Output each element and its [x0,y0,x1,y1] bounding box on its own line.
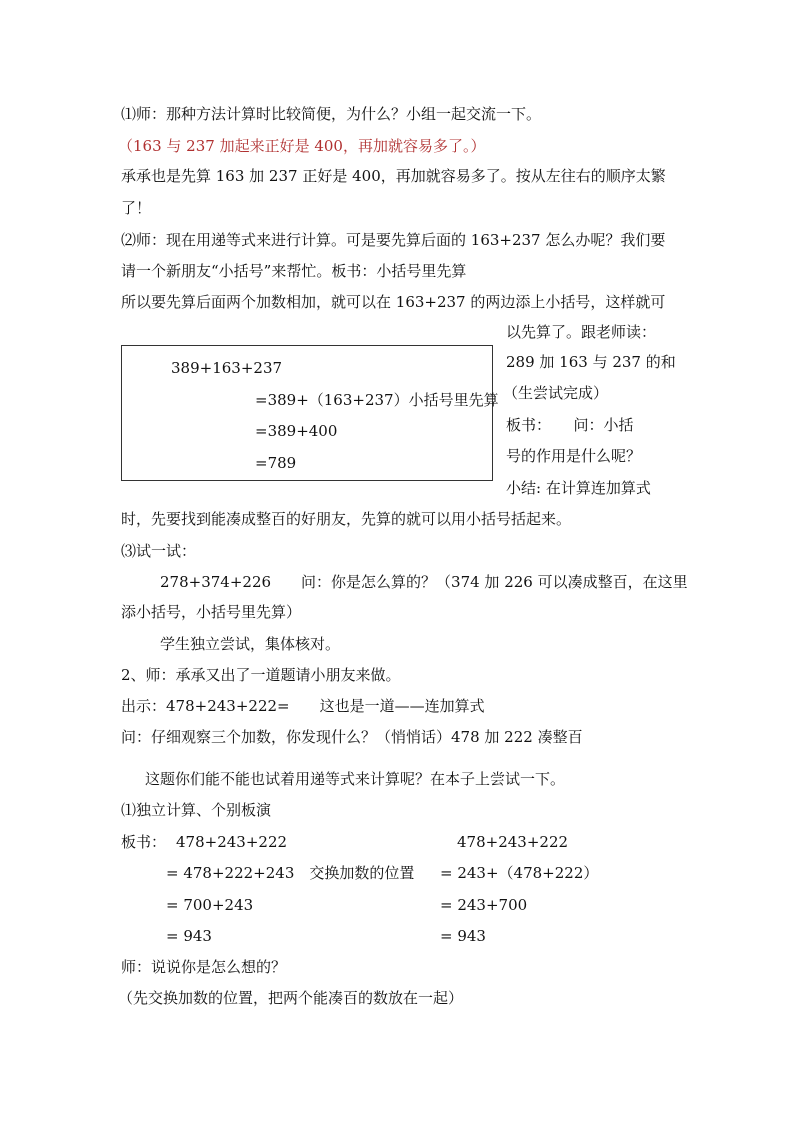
section-2-line-2: 出示：478+243+222= 这也是一道——连加算式 [121,697,485,715]
board-left-line-3: = 700+243 [166,896,254,914]
para-3-title: ⑶试一试： [121,542,197,560]
board-right-line-1: 478+243+222 [457,833,569,851]
box-line-2: =389+（163+237）小括号里先算 [255,391,499,409]
side-text-2: 289 加 163 与 237 的和 [506,353,676,371]
side-text-5: 号的作用是什么呢？ [506,447,642,465]
para-3-line-3: 学生独立尝试，集体核对。 [160,635,341,653]
side-text-1: 以先算了。跟老师读： [506,323,657,341]
para-question-1: ⑴师：那种方法计算时比较简便，为什么？小组一起交流一下。 [121,105,542,123]
para-2-line-1: ⑵师：现在用递等式来进行计算。可是要先算后面的 163+237 怎么办呢？我们要 [121,231,666,249]
board-left-line-4: = 943 [166,927,212,945]
side-text-3: （生尝试完成） [503,384,609,402]
board-right-line-3: = 243+700 [440,896,528,914]
board-right-line-4: = 943 [440,927,486,945]
para-chengcheng-1: 承承也是先算 163 加 237 正好是 400，再加就容易多了。按从左往右的顺序太繁 [121,167,666,185]
section-2-answer: （先交换加数的位置，把两个能凑百的数放在一起） [118,989,464,1007]
para-3-line-2: 添小括号，小括号里先算） [121,603,302,621]
board-right-line-2: = 243+（478+222） [440,864,599,882]
board-left-line-2: = 478+222+243 交换加数的位置 [166,864,415,882]
board-left-line-1: 478+243+222 [176,833,288,851]
para-answer-1: （163 与 237 加起来正好是 400，再加就容易多了。） [118,137,486,155]
para-2-summary: 时，先要找到能凑成整百的好朋友，先算的就可以用小括号括起来。 [121,510,572,528]
box-line-3: =389+400 [255,422,338,440]
section-2-ask: 师：说说你是怎么想的？ [121,958,287,976]
box-line-4: =789 [255,454,297,472]
para-chengcheng-2: 了！ [121,199,152,217]
section-2-line-5: ⑴独立计算、个别板演 [121,801,272,819]
board-label: 板书： [121,833,167,851]
section-2-line-4: 这题你们能不能也试着用递等式来计算呢？在本子上尝试一下。 [145,770,566,788]
side-text-4: 板书： 问：小括 [506,416,634,434]
para-3-line-1: 278+374+226 问：你是怎么算的？（374 加 226 可以凑成整百，在这里 [160,573,688,591]
side-text-6: 小结: 在计算连加算式 [506,479,651,497]
box-line-1: 389+163+237 [171,359,283,377]
section-2-line-1: 2、师：承承又出了一道题请小朋友来做。 [121,666,401,684]
para-2-line-2: 请一个新朋友“小括号”来帮忙。板书：小括号里先算 [121,262,467,280]
para-2-line-3: 所以要先算后面两个加数相加，就可以在 163+237 的两边添上小括号，这样就可 [121,293,666,311]
section-2-line-3: 问：仔细观察三个加数，你发现什么？（悄悄话）478 加 222 凑整百 [121,728,583,746]
